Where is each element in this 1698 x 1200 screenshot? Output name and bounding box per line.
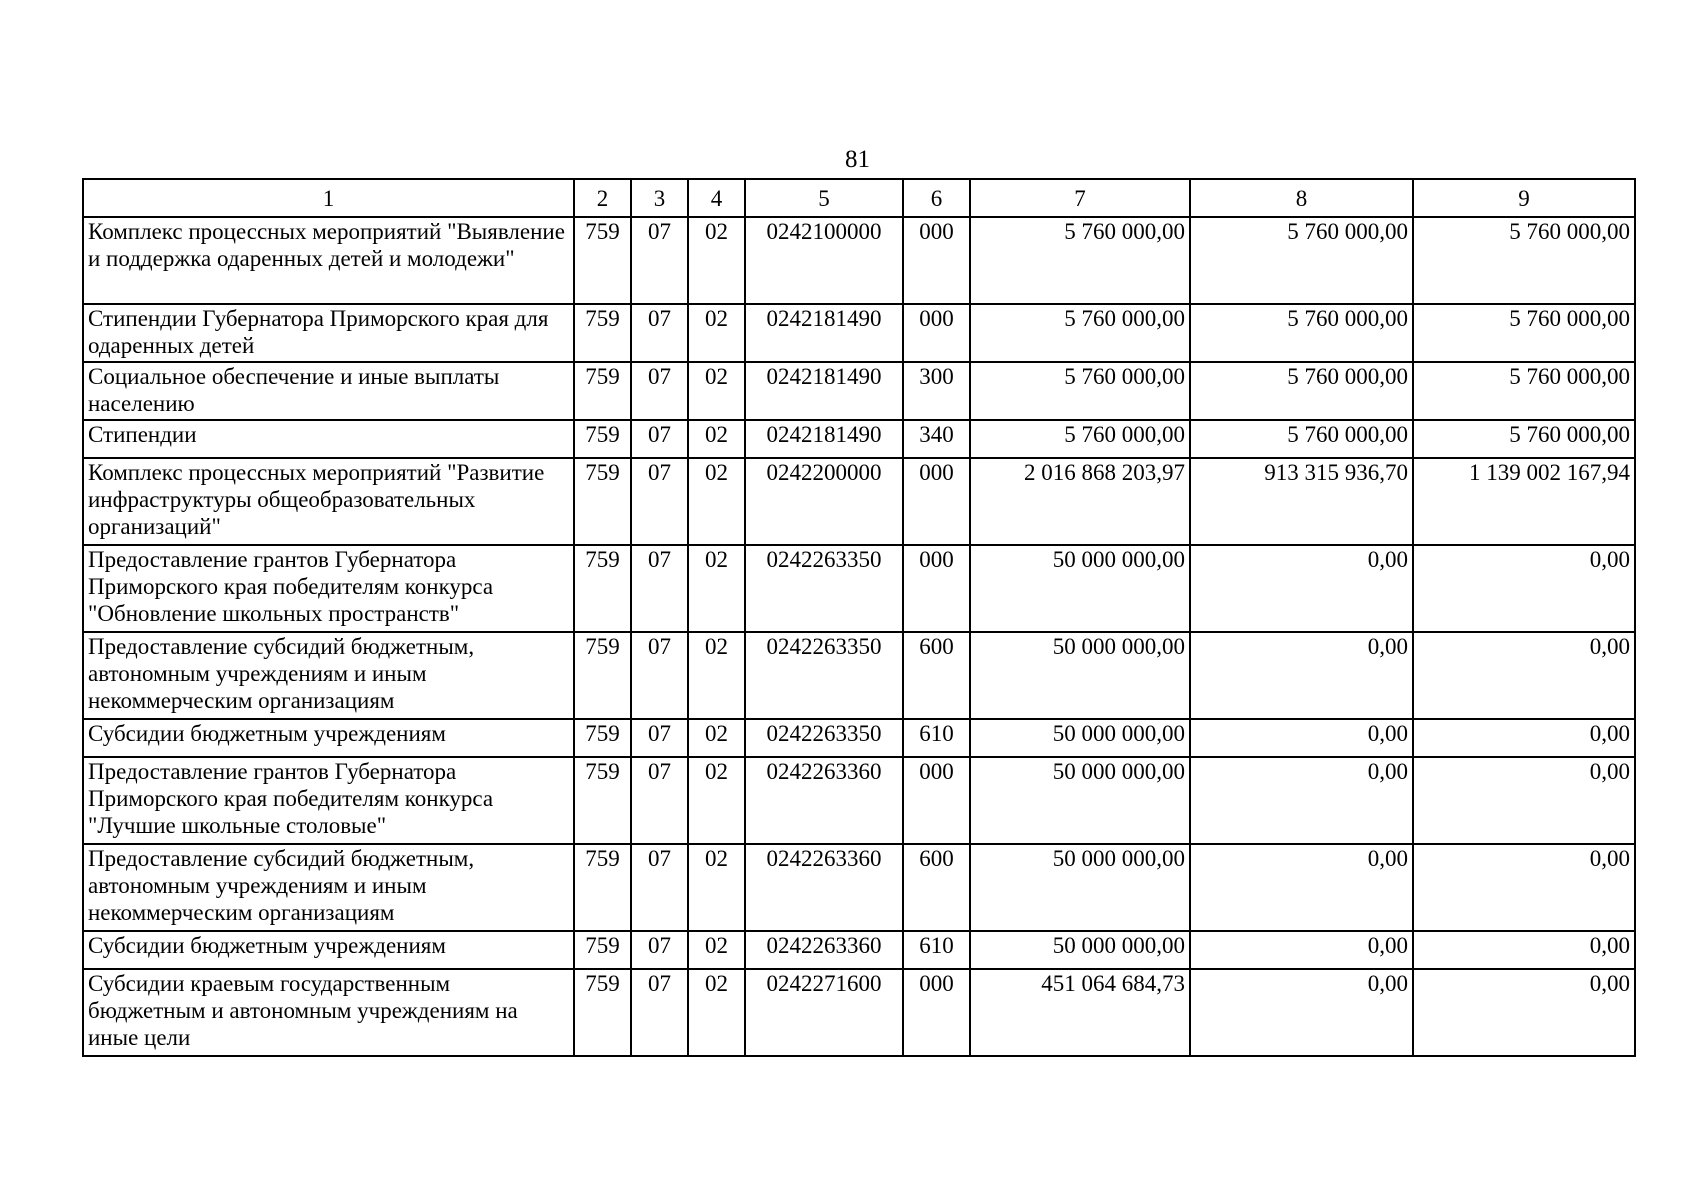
cell-section-code: 07 [631,545,688,632]
cell-administrator-code: 759 [574,632,631,719]
table-row [83,757,1635,844]
cell-subsection-code: 02 [688,844,745,931]
cell-amount-col8: 0,00 [1190,844,1413,931]
page-number: 81 [845,146,870,173]
cell-target-article-code: 0242263360 [745,931,903,969]
cell-amount-col7: 5 760 000,00 [970,217,1190,304]
row-name: Стипендии [83,420,574,458]
cell-target-article-code: 0242263350 [745,719,903,757]
cell-administrator-code: 759 [574,719,631,757]
table-row [83,458,1635,545]
cell-section-code: 07 [631,757,688,844]
cell-expense-type-code: 600 [903,632,970,719]
cell-subsection-code: 02 [688,632,745,719]
cell-amount-col8: 5 760 000,00 [1190,217,1413,304]
table-row [83,217,1635,304]
cell-subsection-code: 02 [688,969,745,1056]
column-header: 3 [631,179,688,217]
row-name: Субсидии бюджетным учреждениям [83,719,574,757]
table-row [83,362,1635,420]
column-header: 8 [1190,179,1413,217]
cell-amount-col9: 5 760 000,00 [1413,362,1635,420]
cell-section-code: 07 [631,420,688,458]
table-row [83,304,1635,362]
cell-amount-col8: 0,00 [1190,632,1413,719]
row-name: Комплекс процессных мероприятий "Развитие инфраструктуры общеобразовательных организаций" [83,458,574,545]
cell-amount-col7: 50 000 000,00 [970,757,1190,844]
cell-section-code: 07 [631,969,688,1056]
cell-amount-col9: 5 760 000,00 [1413,217,1635,304]
cell-amount-col8: 0,00 [1190,545,1413,632]
cell-subsection-code: 02 [688,931,745,969]
cell-amount-col8: 0,00 [1190,969,1413,1056]
table-row [83,844,1635,931]
row-name: Социальное обеспечение и иные выплаты населению [83,362,574,420]
cell-subsection-code: 02 [688,304,745,362]
cell-amount-col8: 5 760 000,00 [1190,304,1413,362]
cell-expense-type-code: 340 [903,420,970,458]
column-header: 6 [903,179,970,217]
cell-target-article-code: 0242263350 [745,632,903,719]
table-row [83,545,1635,632]
budget-table [82,178,1636,1057]
cell-target-article-code: 0242181490 [745,420,903,458]
cell-amount-col7: 5 760 000,00 [970,362,1190,420]
cell-amount-col9: 0,00 [1413,545,1635,632]
cell-amount-col7: 5 760 000,00 [970,420,1190,458]
cell-target-article-code: 0242181490 [745,304,903,362]
cell-amount-col7: 5 760 000,00 [970,304,1190,362]
column-header: 5 [745,179,903,217]
cell-expense-type-code: 000 [903,969,970,1056]
cell-amount-col7: 2 016 868 203,97 [970,458,1190,545]
cell-administrator-code: 759 [574,304,631,362]
row-name: Субсидии бюджетным учреждениям [83,931,574,969]
cell-amount-col9: 0,00 [1413,632,1635,719]
column-header: 1 [83,179,574,217]
cell-section-code: 07 [631,719,688,757]
cell-amount-col9: 5 760 000,00 [1413,420,1635,458]
cell-subsection-code: 02 [688,420,745,458]
cell-administrator-code: 759 [574,362,631,420]
cell-amount-col7: 50 000 000,00 [970,632,1190,719]
cell-amount-col7: 50 000 000,00 [970,844,1190,931]
header-row [83,179,1635,217]
cell-subsection-code: 02 [688,719,745,757]
cell-expense-type-code: 000 [903,217,970,304]
table-row [83,632,1635,719]
cell-amount-col9: 1 139 002 167,94 [1413,458,1635,545]
cell-section-code: 07 [631,931,688,969]
cell-administrator-code: 759 [574,931,631,969]
cell-administrator-code: 759 [574,844,631,931]
cell-expense-type-code: 610 [903,931,970,969]
row-name: Комплекс процессных мероприятий "Выявление и поддержка одаренных детей и молодежи" [83,217,574,304]
cell-target-article-code: 0242263360 [745,844,903,931]
row-name: Предоставление субсидий бюджетным, автономным учреждениям и иным некоммерческим организациям [83,844,574,931]
cell-expense-type-code: 000 [903,545,970,632]
cell-amount-col8: 0,00 [1190,931,1413,969]
column-header: 2 [574,179,631,217]
cell-administrator-code: 759 [574,757,631,844]
cell-section-code: 07 [631,632,688,719]
table-row [83,719,1635,757]
table-row [83,931,1635,969]
table-row [83,969,1635,1056]
table-row [83,420,1635,458]
cell-section-code: 07 [631,362,688,420]
cell-expense-type-code: 610 [903,719,970,757]
cell-target-article-code: 0242263360 [745,757,903,844]
cell-expense-type-code: 300 [903,362,970,420]
cell-expense-type-code: 000 [903,304,970,362]
cell-section-code: 07 [631,458,688,545]
cell-expense-type-code: 600 [903,844,970,931]
cell-amount-col9: 0,00 [1413,844,1635,931]
cell-amount-col9: 0,00 [1413,719,1635,757]
cell-subsection-code: 02 [688,217,745,304]
cell-section-code: 07 [631,304,688,362]
row-name: Предоставление субсидий бюджетным, автономным учреждениям и иным некоммерческим организациям [83,632,574,719]
cell-amount-col8: 0,00 [1190,757,1413,844]
column-header: 4 [688,179,745,217]
cell-administrator-code: 759 [574,969,631,1056]
cell-amount-col9: 0,00 [1413,969,1635,1056]
row-name: Стипендии Губернатора Приморского края для одаренных детей [83,304,574,362]
cell-amount-col7: 50 000 000,00 [970,931,1190,969]
cell-section-code: 07 [631,217,688,304]
cell-subsection-code: 02 [688,458,745,545]
cell-expense-type-code: 000 [903,757,970,844]
row-name: Предоставление грантов Губернатора Приморского края победителям конкурса "Обновление школьных пространств" [83,545,574,632]
cell-amount-col7: 451 064 684,73 [970,969,1190,1056]
cell-target-article-code: 0242271600 [745,969,903,1056]
cell-administrator-code: 759 [574,217,631,304]
cell-administrator-code: 759 [574,545,631,632]
cell-section-code: 07 [631,844,688,931]
cell-target-article-code: 0242200000 [745,458,903,545]
cell-target-article-code: 0242263350 [745,545,903,632]
cell-administrator-code: 759 [574,458,631,545]
column-header: 9 [1413,179,1635,217]
cell-expense-type-code: 000 [903,458,970,545]
row-name: Субсидии краевым государственным бюджетным и автономным учреждениям на иные цели [83,969,574,1056]
cell-amount-col9: 0,00 [1413,931,1635,969]
cell-target-article-code: 0242181490 [745,362,903,420]
row-name: Предоставление грантов Губернатора Приморского края победителям конкурса "Лучшие школьные столовые" [83,757,574,844]
cell-administrator-code: 759 [574,420,631,458]
cell-amount-col7: 50 000 000,00 [970,719,1190,757]
cell-amount-col9: 5 760 000,00 [1413,304,1635,362]
cell-amount-col8: 5 760 000,00 [1190,362,1413,420]
cell-amount-col8: 913 315 936,70 [1190,458,1413,545]
column-header: 7 [970,179,1190,217]
cell-subsection-code: 02 [688,757,745,844]
cell-target-article-code: 0242100000 [745,217,903,304]
cell-amount-col8: 5 760 000,00 [1190,420,1413,458]
cell-amount-col8: 0,00 [1190,719,1413,757]
cell-amount-col7: 50 000 000,00 [970,545,1190,632]
cell-subsection-code: 02 [688,545,745,632]
cell-subsection-code: 02 [688,362,745,420]
cell-amount-col9: 0,00 [1413,757,1635,844]
